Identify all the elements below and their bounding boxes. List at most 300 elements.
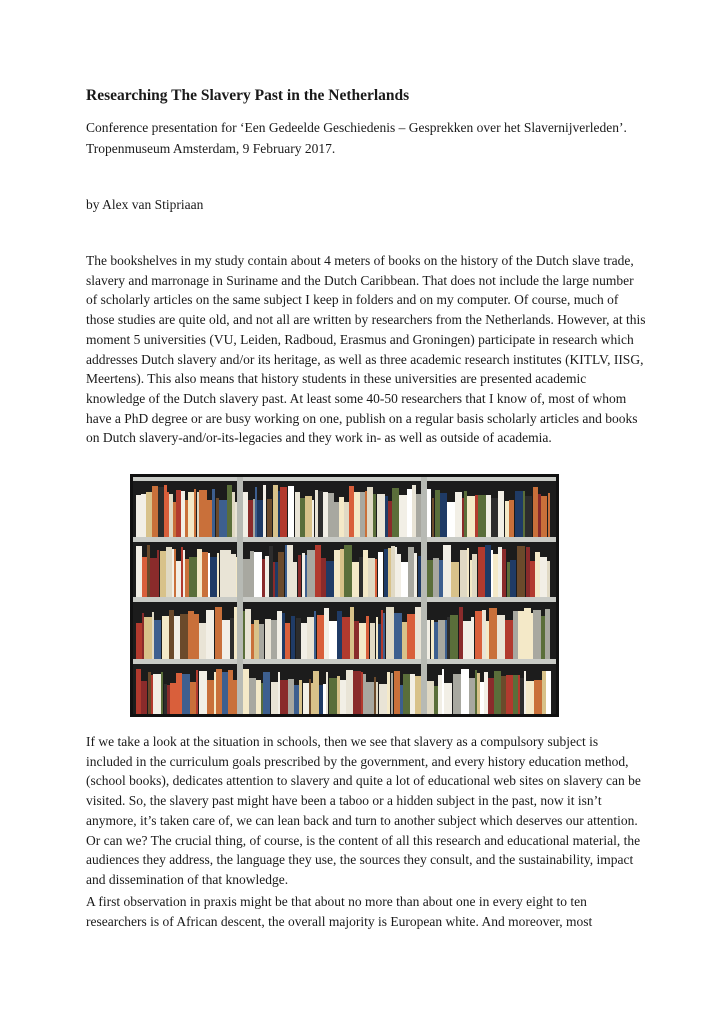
book-spine [328,493,334,537]
book-spine [227,485,232,537]
book-spine [273,562,275,597]
book-spine [167,492,169,537]
book-spine [194,614,199,659]
book-spine [147,545,150,597]
shelf-upright [421,477,427,714]
book-spine [488,678,494,714]
book-spine [401,562,408,597]
book-spine [265,556,269,597]
book-spine [491,498,498,537]
book-spine [172,549,174,597]
book-spine [387,672,390,714]
book-spine [407,614,415,659]
book-spine [402,622,407,659]
book-spine [167,685,170,714]
book-spine [475,611,482,659]
book-spine [188,611,194,659]
book-spine [526,681,534,714]
book-spine [467,496,475,537]
book-spine [498,547,502,597]
book-spine [507,562,510,597]
book-spine [319,685,323,714]
book-spine [432,498,434,537]
book-spine [228,670,233,714]
book-spine [142,557,147,597]
book-spine [547,561,550,597]
book-spine [410,674,415,714]
book-spine [373,494,376,537]
book-spine [144,617,152,659]
book-spine [216,498,219,537]
document-subtitle: Conference presentation for ‘Een Gedeelde Geschiedenis – Gesprekken over het Slavernijverleden’. Tropenmuseum Amsterdam, 9 February 2017. [86,120,627,156]
book-spine [314,611,316,659]
book-spine [412,485,416,537]
book-spine [344,502,349,537]
author-byline: by Alex van Stipriaan [86,197,204,212]
book-spine [212,489,215,537]
book-spine [472,554,477,597]
book-spine [523,491,525,537]
book-spine [164,684,167,714]
book-spine [376,682,378,714]
book-spine [484,672,488,714]
book-spine [541,496,547,537]
book-spine [265,619,271,659]
book-spine [545,609,550,659]
book-spine [408,547,414,597]
book-spine [486,495,491,537]
book-spine [275,562,278,597]
book-spine [311,683,313,714]
book-spine [255,487,257,537]
book-spine [216,669,222,714]
book-spine [427,620,430,659]
book-spine [502,549,506,597]
book-spine [394,613,402,659]
book-spine [340,680,346,714]
book-spine [251,624,254,659]
book-spine [542,671,546,714]
book-spine [269,546,273,597]
book-spine [434,686,438,714]
book-spine [153,674,161,714]
book-spine [475,495,478,537]
book-spine [285,545,287,597]
book-spine [176,490,181,537]
book-spine [136,623,142,659]
book-spine [388,548,391,597]
book-spine [197,492,199,537]
book-spine [206,610,214,659]
book-spine [444,683,452,714]
book-spine [197,549,202,597]
book-spine [515,491,523,537]
book-spine [150,558,157,597]
book-spine [427,560,433,597]
book-spine [217,553,219,597]
book-spine [491,550,493,597]
book-spine [148,672,151,714]
book-spine [385,496,388,537]
book-spine [185,500,188,537]
book-spine [298,555,301,597]
book-spine [288,679,294,714]
book-spine [287,545,293,597]
book-spine [471,617,474,659]
book-spine [467,548,469,597]
book-spine [176,561,181,597]
book-spine [136,546,142,597]
book-spine [242,669,249,714]
book-spine [232,492,235,537]
book-spine [337,676,340,714]
book-spine [256,680,261,714]
book-spine [230,618,234,659]
book-spine [161,672,163,714]
book-spine [383,613,385,659]
book-spine [391,673,393,714]
book-spine [464,491,467,537]
book-spine [157,550,159,597]
book-spine [261,683,263,714]
book-spine [489,608,497,659]
book-spine [288,486,294,537]
book-spine [480,682,484,714]
book-spine [460,550,467,597]
book-spine [249,678,256,714]
book-spine [438,620,445,659]
shelf-board [133,537,556,542]
book-spine [485,545,491,597]
book-spine [375,559,377,597]
book-spine [280,487,287,537]
shelf-board [133,659,556,664]
book-spine [447,502,455,537]
book-spine [293,562,297,597]
book-spine [222,620,230,659]
book-spine [294,685,299,714]
book-spine [367,487,373,537]
book-spine [334,550,340,597]
book-spine [453,674,461,714]
book-spine [190,682,196,714]
book-spine [370,623,375,659]
book-spine [307,617,314,659]
book-spine [263,485,266,537]
book-spine [450,615,458,659]
book-spine [533,487,538,537]
book-spine [342,617,350,659]
book-spine [377,494,385,537]
book-spine [530,561,535,597]
book-spine [307,550,315,597]
book-spine [455,492,462,537]
book-spine [278,672,280,714]
book-spine [215,607,222,659]
book-spine [202,552,208,597]
book-spine [321,558,326,597]
book-spine [305,555,307,597]
book-spine [361,672,363,714]
book-spine [346,670,353,714]
book-spine [312,500,314,537]
book-spine [295,492,300,537]
book-spine [439,560,443,597]
book-spine [388,501,392,537]
book-spine [399,495,407,537]
book-spine [513,675,518,714]
book-spine [303,683,309,714]
book-spine [378,624,381,659]
book-spine [548,493,550,537]
book-spine [194,489,196,537]
book-spine [300,498,305,537]
book-spine [366,616,369,659]
book-spine [323,492,328,537]
book-spine [224,550,231,597]
book-spine [142,613,144,659]
book-spine [234,607,237,659]
book-spine [363,674,366,714]
book-spine [360,492,365,537]
book-spine [253,499,255,537]
book-spine [363,550,368,597]
book-spine [141,681,147,714]
book-spine [400,685,403,714]
book-spine [431,620,434,659]
book-spine [301,623,307,659]
book-spine [152,486,158,537]
book-spine [154,620,161,659]
book-spine [160,551,166,597]
book-spine [173,502,176,537]
book-spine [309,679,311,714]
book-spine [254,552,262,597]
paragraph-observation: A first observation in praxis might be that about no more than about one in every eight to ten researchers is of African descent, the overall majority is European white. And moreover, most [86,894,593,929]
book-spine [418,556,421,597]
book-spine [344,545,352,597]
book-spine [540,557,547,597]
book-spine [415,607,421,659]
book-spine [427,489,431,537]
book-spine [438,675,442,714]
book-spine [189,557,197,597]
book-spine [182,674,190,714]
book-spine [526,547,530,597]
paragraph-bookshelves: The bookshelves in my study contain about 4 meters of books on the history of the Dutch slave trade, slavery and marronage in Suriname and the Dutch Caribbean. That does not include the large number of scholarly articles on the same subject I keep in folders and on my computer. Of course, much of those studies are quite old, and not all are written by researchers from the Netherlands. However, at this moment 5 universities (VU, Leiden, Radboud, Erasmus and Groningen) participate in research which addresses Dutch slavery and/or its heritage, as well as three academic research institutes (KITLV, IISG, Meertens). This also means that history students in these universities are presented academic knowledge of the Dutch slavery past. At least some 40-50 researchers that I know of, most of whom have a PhD degree or are busy working on one, publish on a regular basis scholarly articles and books on Dutch slavery-and/or-its-legacies and they work in- as well as outside of academia. [86,253,646,446]
book-spine [506,675,513,714]
book-spine [498,491,504,537]
book-spine [250,551,254,597]
book-spine [482,610,486,659]
book-spine [248,500,253,537]
book-spine [531,613,533,659]
book-spine [541,616,545,659]
book-spine [214,672,216,714]
book-spine [302,553,305,597]
book-spine [518,675,520,714]
book-spine [222,672,228,714]
book-spine [340,549,344,597]
book-spine [501,676,506,714]
book-spine [366,682,374,714]
book-spine [254,620,259,659]
book-spine [174,616,180,659]
book-spine [538,494,541,537]
book-spine [291,616,295,659]
book-spine [208,553,210,597]
book-spine [354,492,360,537]
book-spine [494,671,501,714]
book-spine [285,623,290,659]
book-spine [443,545,451,597]
book-spine [199,490,207,537]
book-spine [518,611,524,659]
book-spine [196,670,198,714]
book-spine [174,549,176,597]
book-spine [210,557,217,597]
book-spine [170,683,176,714]
book-spine [403,674,410,714]
book-spine [353,671,361,714]
book-spine [384,549,388,597]
book-spine [365,491,367,537]
book-spine [334,502,339,537]
book-spine [510,560,516,597]
book-spine [478,547,485,597]
book-spine [349,486,354,537]
paragraph-schools: If we take a look at the situation in schools, then we see that slavery as a compulsory subject is included in the curriculum goals prescribed by the government, and every history education method, (school books), dedicates attention to slavery and quite a lot of educational web sites on slavery can be visited. So, the slavery past might have been a taboo or a hidden subject in the past, now it isn’t anymore, it’s taken care of, we can lean back and turn to another subject which deserves our attention. Or can we? The crucial thing, of course, is the content of all this research and educational material, the audiences they address, the language they use, the sources they consult, and the sustainability, impact and dissemination of that knowledge. [86,734,641,887]
book-spine [378,552,383,597]
book-spine [427,681,434,714]
book-spine [435,490,440,537]
book-spine [278,491,280,537]
book-spine [509,500,514,537]
book-spine [533,610,541,659]
book-spine [280,680,288,714]
book-spine [433,558,439,597]
book-spine [352,562,359,597]
book-spine [219,500,227,537]
book-spine [394,671,400,714]
book-spine [463,621,471,659]
book-spine [329,621,337,659]
book-spine [296,618,301,659]
book-spine [525,496,532,537]
book-spine [176,673,182,714]
book-spine [169,610,174,659]
book-spine [181,547,183,597]
book-spine [478,495,486,537]
book-spine [164,485,167,537]
book-spine [273,485,278,537]
book-spine [199,671,207,714]
book-spine [513,611,518,659]
book-spine [315,545,321,597]
book-spine [199,623,206,659]
book-spine [354,621,359,659]
book-spine [493,554,498,597]
book-spine [442,669,444,714]
book-spine [470,560,472,597]
book-spine [188,492,194,537]
book-spine [313,671,319,714]
book-spine [469,678,475,714]
book-spine [180,614,188,659]
book-spine [257,500,263,537]
book-spine [386,607,394,659]
book-spine [277,611,282,659]
book-spine [151,675,153,714]
book-spine [271,620,277,659]
book-spine [451,562,459,597]
bookshelves-illustration [133,477,556,714]
book-spine [271,682,278,714]
book-spine [546,671,551,714]
book-spine [440,493,447,537]
book-spine [326,672,328,714]
book-spine [181,491,185,537]
book-spine [315,490,318,537]
book-spine [397,554,401,597]
book-spine [381,610,383,659]
book-spine [185,559,189,597]
book-spine [326,561,334,597]
book-spine [282,613,285,659]
book-spine [169,494,173,537]
book-spine [517,546,525,597]
book-spine [368,558,375,597]
shelf-board [133,597,556,602]
document-title: Researching The Slavery Past in the Netherlands [86,87,410,104]
book-spine [152,612,154,659]
book-spine [136,669,141,714]
shelf-board [133,477,556,481]
book-spine [534,680,542,714]
book-spine [459,607,463,659]
book-spine [141,494,146,537]
book-spine [231,554,236,597]
book-spine [146,492,152,537]
book-spine [158,487,164,537]
book-spine [245,609,251,659]
book-spine [317,615,324,659]
book-spine [391,546,395,597]
book-spine [263,672,270,714]
book-spine [329,678,337,714]
book-spine [415,676,421,714]
book-spine [323,684,326,714]
book-spine [359,557,363,597]
book-spine [259,624,264,659]
book-spine [359,623,366,659]
book-spine [416,494,421,537]
shelf-upright [237,477,243,714]
book-spine [262,559,265,597]
book-spine [379,684,387,714]
book-spine [414,553,417,597]
book-spine [497,615,505,659]
book-spine [162,616,169,659]
book-spine [166,547,172,597]
book-spine [475,670,477,714]
book-spine [461,669,469,714]
book-spine [434,622,438,659]
book-spine [486,621,489,659]
book-spine [242,559,250,597]
book-spine [278,552,284,597]
book-spine [267,499,272,537]
